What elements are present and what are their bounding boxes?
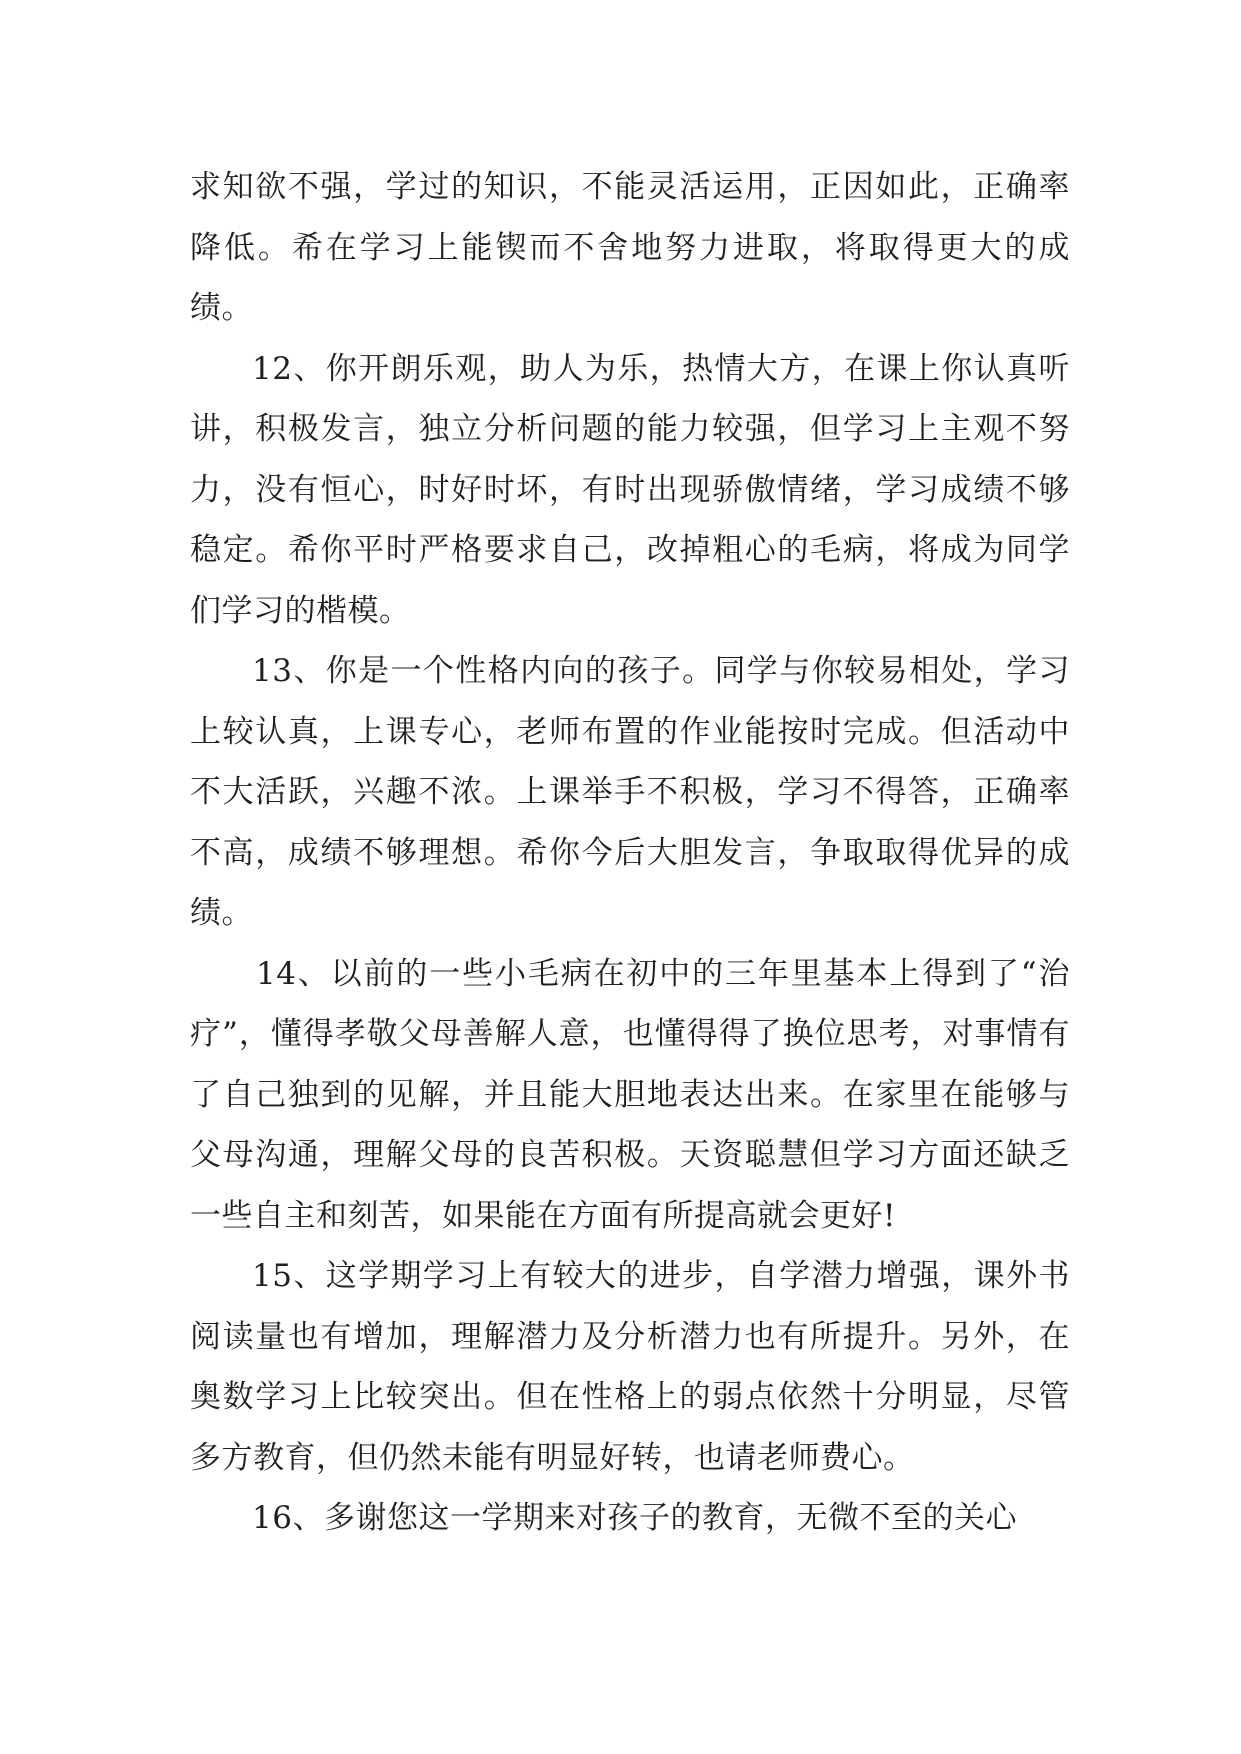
paragraph-item-16: 16、多谢您这一学期来对孩子的教育，无微不至的关心 bbox=[252, 1500, 1017, 1536]
paragraph-item-15: 15、这学期学习上有较大的进步，自学潜力增强，课外书阅读量也有增加，理解潜力及分析潜力也有所提升。另外，在奥数学习上比较突出。但在性格上的弱点依然十分明显，尽管多方教育，但仍然未能有明显好转，也请老师费心。 bbox=[190, 1258, 1070, 1476]
paragraph-item-13: 13、你是一个性格内向的孩子。同学与你较易相处，学习上较认真，上课专心，老师布置的作业能按时完成。但活动中不大活跃，兴趣不浓。上课举手不积极，学习不得答，正确率不高，成绩不够理想。希你今后大胆发言，争取取得优异的成绩。 bbox=[190, 653, 1070, 931]
document-body bbox=[190, 157, 1070, 1549]
paragraph-item-14: 14、以前的一些小毛病在初中的三年里基本上得到了“治疗”，懂得孝敬父母善解人意，也懂得得了换位思考，对事情有了自己独到的见解，并且能大胆地表达出来。在家里在能够与父母沟通，理解父母的良苦积极。天资聪慧但学习方面还缺乏一些自主和刻苦，如果能在方面有所提高就会更好! bbox=[190, 955, 1070, 1234]
paragraph-item-12: 12、你开朗乐观，助人为乐，热情大方，在课上你认真听讲，积极发言，独立分析问题的能力较强，但学习上主观不努力，没有恒心，时好时坏，有时出现骄傲情绪，学习成绩不够稳定。希你平时严格要求自己，改掉粗心的毛病，将成为同学们学习的楷模。 bbox=[190, 350, 1070, 629]
paragraph-continuation-11: 求知欲不强，学过的知识，不能灵活运用，正因如此，正确率降低。希在学习上能锲而不舍地努力进取，将取得更大的成绩。 bbox=[190, 169, 1070, 326]
